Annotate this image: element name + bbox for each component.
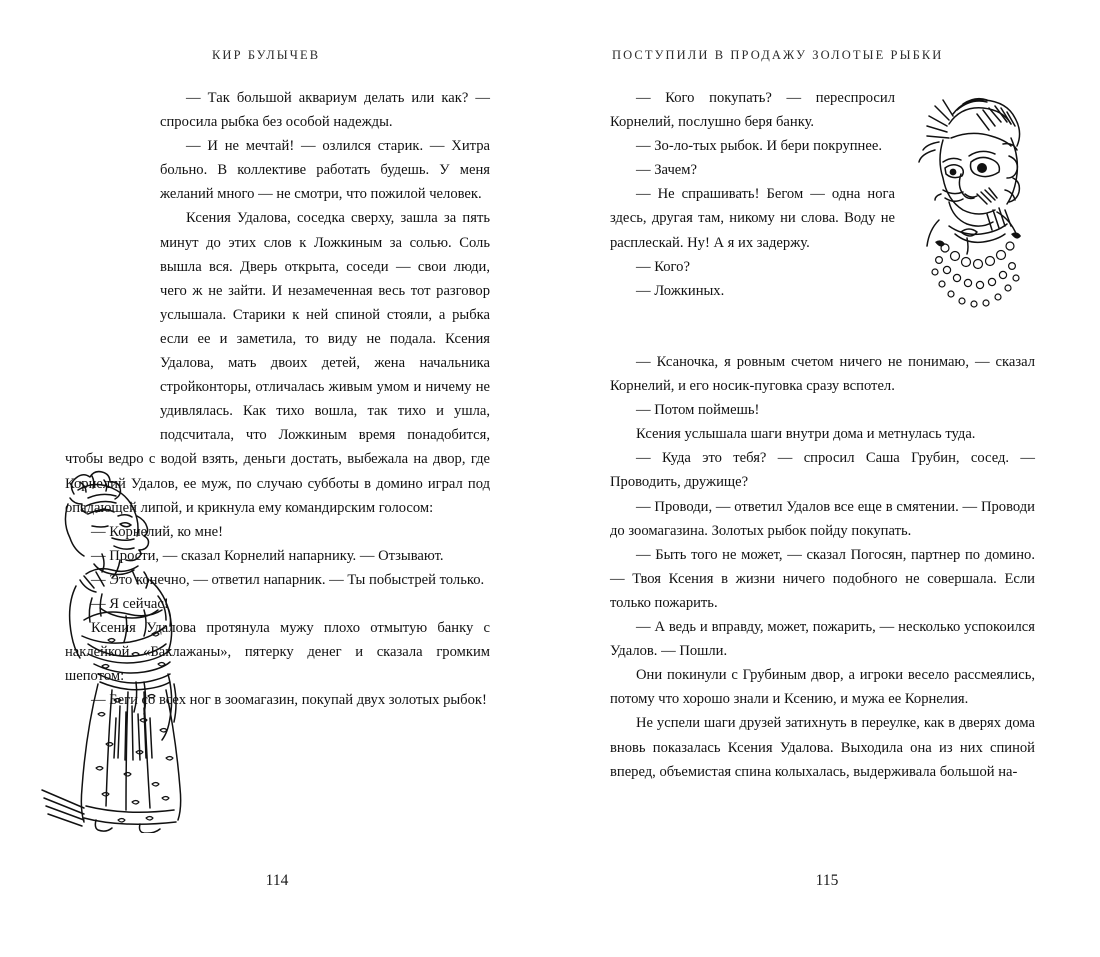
paragraph: Ксения услышала шаги внутри дома и метнулась туда. [636, 426, 976, 443]
illustration-text-wrap-spacer [0, 86, 160, 441]
paragraph: Ксения Удалова протянула мужу плохо отмытую банку с наклейкой «Баклажаны», пятерку денег и сказала громким шепотом: [65, 620, 490, 685]
paragraph: — Так большой аквариум делать или как? — спросила рыбка без особой надежды. [160, 90, 490, 131]
illustration-standing-woman [40, 468, 235, 833]
paragraph: — Быть того не может, — сказал Погосян, партнер по домино. — Твоя Ксения в жизни ничего подобного не совершала. Если только пожарить. [610, 546, 1035, 611]
right-column-text-top [610, 86, 895, 303]
running-head-author: КИР БУЛЫЧЕВ [212, 48, 321, 62]
paragraph: — Ложкиных. [636, 282, 725, 299]
paragraph: Не успели шаги друзей затихнуть в переулке, как в дверях дома вновь показалась Ксения Удалова. Выходила она из них спиной вперед, объемистая спина колыхалась, выдерживала большой на- [610, 715, 1035, 780]
paragraph: — Прости, — сказал Корнелий напарнику. — Отзывают. [91, 547, 444, 564]
paragraph: — Корнелий, ко мне! [91, 523, 224, 540]
paragraph: — Кого? [636, 258, 690, 275]
paragraph: — Беги со всех ног в зоомагазин, покупай двух золотых рыбок! [91, 692, 487, 709]
paragraph: — Потом поймешь! [636, 402, 760, 419]
paragraph: Они покинули с Грубиным двор, а игроки весело рассмеялись, потому что хорошо знали и Ксению, и мужа ее Корнелия. [610, 667, 1035, 708]
page-right [550, 0, 1100, 957]
paragraph: — А ведь и вправду, может, пожарить, — несколько успокоился Удалов. — Пошли. [610, 619, 1035, 660]
paragraph: — Кого покупать? — переспросил Корнелий, послушно беря банку. [610, 90, 895, 131]
paragraph: — Зачем? [636, 162, 697, 179]
page-number-left: 114 [265, 872, 289, 889]
running-head-story-title: ПОСТУПИЛИ В ПРОДАЖУ ЗОЛОТЫЕ РЫБКИ [612, 48, 944, 62]
right-column-text-rest [610, 350, 1035, 784]
paragraph: — Не спрашивать! Бегом — одна нога здесь, другая там, никому ни слова. Воду не расплескай. Ну! А я их задержу. [610, 186, 895, 251]
paragraph: Ксения Удалова, соседка сверху, зашла за пять минут до этих слов к Ложкиным за солью. Соль вышла вся. Дверь открыта, соседи — свои люди, чего ж не зайти. И незамеченная весь тот разговор услышала. Старики к ней спиной стояли, а рыбка если ее и заметила, то виду не подала. Ксения Удалова, мать двоих детей, жена начальника стройконторы, отличалась живым умом и ничему не удивлялась. Как тихо вошла, так тихо и ушла, подсчитала, что Ложкиным время понадобится, чтобы ведро с водой взять, деньги достать, выбежала на двор, где Корнелий Удалов, ее муж, по случаю субботы в домино играл под опадающей липой, и крикнула ему командирским голосом: [65, 210, 490, 516]
page-number-right: 115 [815, 872, 839, 889]
illustration-woman-head [905, 82, 1045, 317]
paragraph: — Зо-ло-тых рыбок. И бери покрупнее. [636, 138, 882, 155]
paragraph: — И не мечтай! — озлился старик. — Хитра больно. В коллективе работать будешь. У меня желаний много — не смотри, что пожилой человек. [160, 138, 490, 203]
paragraph: — Я сейчас! [91, 595, 169, 612]
paragraph: — Куда это тебя? — спросил Саша Грубин, сосед. — Проводить, дружище? [610, 450, 1035, 491]
paragraph: — Это конечно, — ответил напарник. — Ты побыстрей только. [91, 571, 485, 588]
paragraph: — Проводи, — ответил Удалов все еще в смятении. — Проводи до зоомагазина. Золотых рыбок пойду покупать. [610, 498, 1035, 539]
paragraph: — Ксаночка, я ровным счетом ничего не понимаю, — сказал Корнелий, и его носик-пуговка сразу вспотел. [610, 354, 1035, 395]
